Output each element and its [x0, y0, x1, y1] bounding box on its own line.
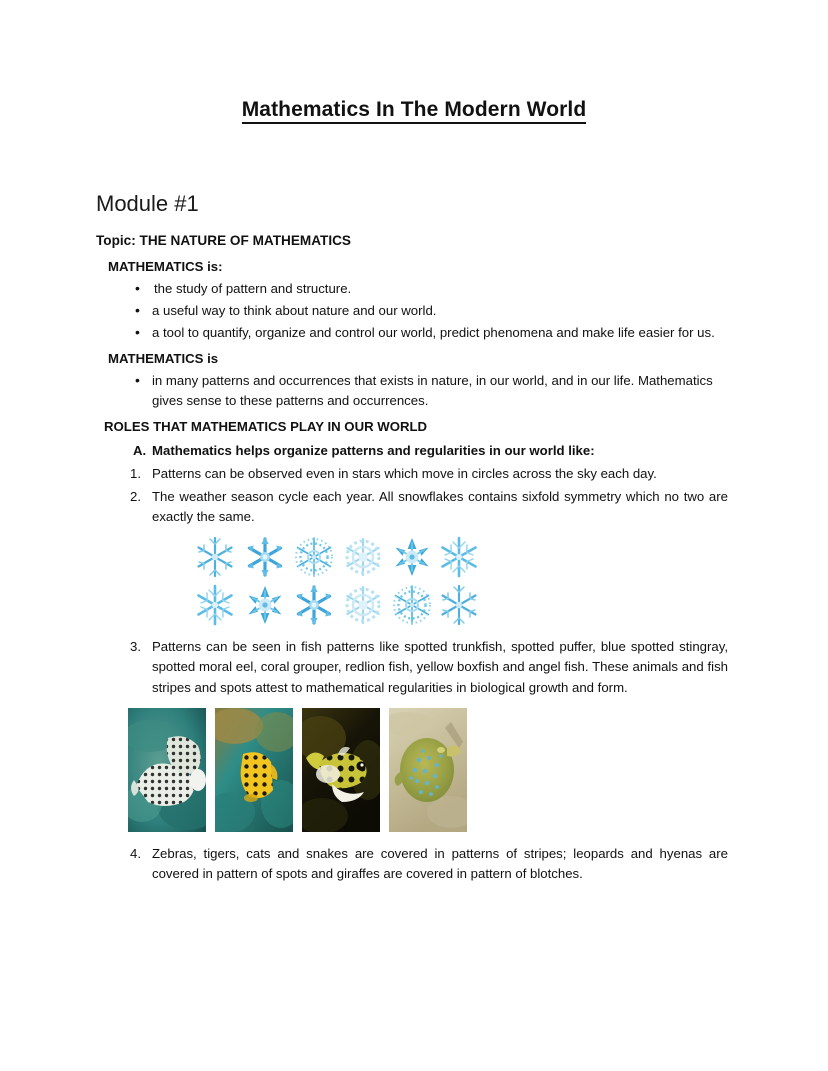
topic-heading: Topic: THE NATURE OF MATHEMATICS	[96, 233, 351, 248]
lettered-item-a-text: Mathematics helps organize patterns and regularities in our world like:	[152, 443, 595, 459]
fish-photo-strip	[96, 708, 728, 832]
lettered-item-a	[96, 441, 728, 461]
numbered-item-4	[96, 844, 728, 884]
subheading-mathematics-is: MATHEMATICS is	[108, 350, 219, 366]
list-item: • a tool to quantify, organize and control our world, predict phenomena and make life easier for us.	[96, 323, 728, 343]
snowflake-figure-container	[96, 535, 728, 627]
numbered-item-4-marker: 4.	[130, 845, 141, 861]
page-title	[0, 98, 828, 122]
spotted-trunkfish-photo	[128, 708, 206, 832]
lettered-item-a-marker: A.	[133, 443, 147, 459]
bullet-list-mathematics-is-colon	[96, 279, 728, 343]
yellow-boxfish-photo	[215, 708, 293, 832]
numbered-item-2	[96, 487, 728, 527]
numbered-item-1-marker: 1.	[130, 466, 141, 482]
list-item: • a useful way to think about nature and our world.	[96, 301, 728, 321]
numbered-list	[96, 464, 728, 884]
subheading-mathematics-is-colon: MATHEMATICS is:	[108, 258, 223, 274]
numbered-item-1	[96, 464, 728, 484]
list-item: • in many patterns and occurrences that exists in nature, in our world, and in our life. Mathematics gives sense to these patterns and occurrences.	[96, 371, 728, 411]
numbered-item-2-text: The weather season cycle each year. All snowflakes contains sixfold symmetry which no two are exactly the same.	[152, 489, 728, 525]
numbered-item-3	[96, 637, 728, 697]
blue-spotted-stingray-photo	[389, 708, 467, 832]
green-spotted-puffer-photo	[302, 708, 380, 832]
heading-roles-of-mathematics: ROLES THAT MATHEMATICS PLAY IN OUR WORLD	[104, 419, 428, 435]
document-body	[96, 231, 728, 887]
fish-figure-container	[96, 708, 728, 832]
numbered-item-3-text: Patterns can be seen in fish patterns like spotted trunkfish, spotted puffer, blue spotted stingray, spotted moral eel, coral grouper, redlion fish, yellow boxfish and angel fish. These animals and fish stripes and spots attest to mathematical regularities in biological growth and form.	[152, 639, 728, 695]
numbered-item-2-marker: 2.	[130, 489, 141, 505]
module-heading: Module #1	[96, 191, 199, 216]
numbered-item-4-text: Zebras, tigers, cats and snakes are covered in patterns of stripes; leopards and hyenas are covered in pattern of spots and giraffes are covered in pattern of blotches.	[152, 845, 728, 881]
bullet-list-mathematics-is	[96, 371, 728, 411]
snowflake-collection-image	[96, 535, 728, 627]
page-title-text: Mathematics In The Modern World	[242, 98, 587, 124]
list-item: • the study of pattern and structure.	[96, 279, 728, 299]
numbered-item-3-marker: 3.	[130, 639, 141, 655]
numbered-item-1-text: Patterns can be observed even in stars which move in circles across the sky each day.	[152, 466, 657, 482]
